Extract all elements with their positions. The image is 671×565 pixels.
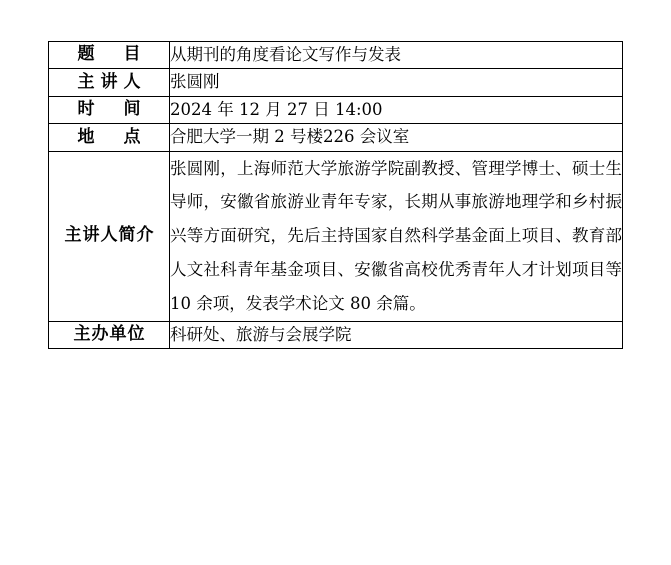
row-value-bio: 张圆刚，上海师范大学旅游学院副教授、管理学博士、硕士生导师，安徽省旅游业青年专家，长期从事旅游地理学和乡村振兴等方面研究，先后主持国家自然科学基金面上项目、教育部人文社科青年基金项目、安徽省高校优秀青年人才计划项目等 10 余项，发表学术论文 80 余篇。 xyxy=(170,151,623,321)
table-row xyxy=(49,151,623,321)
row-label-host: 主办单位 xyxy=(49,321,170,348)
row-value-title: 从期刊的角度看论文写作与发表 xyxy=(170,42,623,69)
table-row xyxy=(49,42,623,69)
table-row xyxy=(49,69,623,96)
table-row xyxy=(49,124,623,151)
row-value-speaker: 张圆刚 xyxy=(170,69,623,96)
row-value-place: 合肥大学一期 2 号楼226 会议室 xyxy=(170,124,623,151)
table-body xyxy=(49,42,623,349)
row-value-host: 科研处、旅游与会展学院 xyxy=(170,321,623,348)
row-label-place: 地 点 xyxy=(49,124,170,151)
table-row xyxy=(49,96,623,123)
lecture-info-table xyxy=(48,41,623,349)
row-value-time: 2024 年 12 月 27 日 14:00 xyxy=(170,96,623,123)
table-row xyxy=(49,321,623,348)
row-label-speaker: 主讲人 xyxy=(49,69,170,96)
row-label-title: 题 目 xyxy=(49,42,170,69)
row-label-bio: 主讲人简介 xyxy=(49,151,170,321)
row-label-time: 时 间 xyxy=(49,96,170,123)
